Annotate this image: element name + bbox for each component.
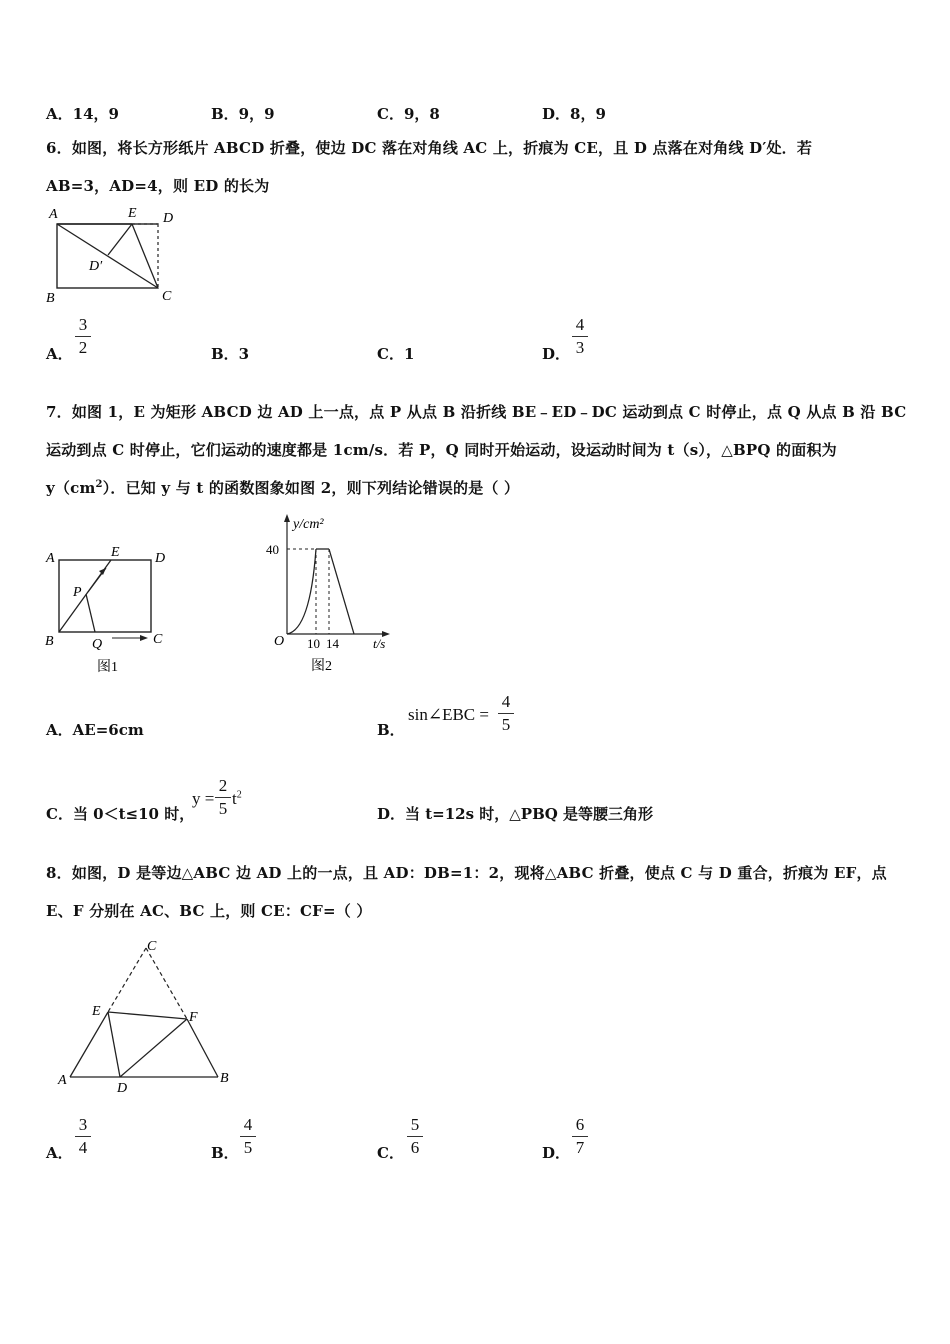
q8-label-c: C — [147, 939, 157, 954]
q6-label-c: C — [162, 289, 172, 304]
q7-option-d: D．当 t=12s 时，△PBQ 是等腰三角形 — [377, 805, 654, 823]
q7-option-c-sup: 2 — [236, 789, 242, 801]
q8-segment-fd — [120, 1019, 187, 1077]
q6-label-b: B — [46, 291, 55, 306]
q7-fig2-origin: O — [274, 634, 285, 649]
q8-option-b-num: 4 — [243, 1115, 253, 1134]
q8-option-c-fraction — [405, 1115, 425, 1158]
q6-label-d-prime: D′ — [89, 259, 103, 274]
q8-option-b-label: B． — [211, 1144, 239, 1162]
q7-fig1-label-c: C — [153, 632, 163, 647]
q5-option-d: D．8，9 — [542, 105, 606, 123]
q7-stem-line3 — [46, 477, 519, 498]
q5-option-a: A．14，9 — [46, 105, 119, 123]
q6-option-a-num: 3 — [78, 315, 88, 334]
q8-side-fb — [187, 1019, 218, 1077]
q7-option-b-fraction — [496, 692, 516, 735]
q8-segment-ed — [108, 1012, 120, 1077]
q6-label-a: A — [49, 207, 58, 222]
q8-dashed-cf — [146, 948, 187, 1019]
q7-fig2-tick-40: 40 — [266, 542, 279, 557]
q7-option-b-den: 5 — [501, 715, 511, 734]
q7-fig2-t-label: t/s — [373, 636, 386, 651]
q7-fig1-label-b: B — [45, 634, 54, 649]
q8-option-d-fraction — [570, 1115, 590, 1158]
q8-label-b: B — [220, 1071, 229, 1086]
q8-option-b-den: 5 — [243, 1138, 253, 1157]
q8-stem-line2: E、F 分别在 AC、BC 上，则 CE：CF=（ ） — [46, 902, 372, 920]
q7-fig1-label-a: A — [46, 551, 55, 566]
q8-option-c-den: 6 — [410, 1138, 420, 1157]
q6-option-d-fraction — [570, 315, 590, 358]
q8-label-e: E — [92, 1004, 101, 1019]
q7-fig2-caption: 图2 — [311, 659, 332, 674]
q7-option-c-var — [232, 789, 242, 809]
q7-fig1-label-e: E — [111, 545, 120, 560]
q8-label-d: D — [117, 1081, 128, 1096]
q6-stem-line2: AB=3，AD=4，则 ED 的长为 — [46, 177, 270, 195]
q7-option-b-num: 4 — [501, 692, 511, 711]
q8-option-a-den: 4 — [78, 1138, 88, 1157]
q7-option-c-num: 2 — [218, 776, 228, 795]
q7-option-b-label: B． — [377, 721, 405, 739]
q8-label-a: A — [58, 1073, 67, 1088]
q6-option-a-den: 2 — [78, 338, 88, 357]
q7-stem-line2: 运动到点 C 时停止，它们运动的速度都是 1cm/s．若 P，Q 同时开始运动，设运动时间为 t（s），△BPQ 的面积为 — [46, 441, 837, 459]
q6-label-e: E — [128, 206, 137, 221]
q6-option-a-label: A． — [46, 345, 73, 363]
q7-stem-line3-pre: y（cm — [46, 479, 96, 497]
q5-option-b: B．9，9 — [211, 105, 275, 123]
q8-option-a-num: 3 — [78, 1115, 88, 1134]
q7-option-c-t: t — [232, 789, 237, 808]
q7-option-b-expr: sin∠EBC = — [408, 705, 489, 724]
q6-label-d: D — [163, 211, 174, 226]
q6-option-b: B．3 — [211, 345, 250, 363]
q7-option-c-fraction — [213, 776, 233, 819]
q7-figure-1 — [40, 540, 180, 680]
q8-option-a-fraction — [73, 1115, 93, 1158]
q7-stem-line3-post: ）．已知 y 与 t 的函数图象如图 2，则下列结论错误的是（ ） — [102, 479, 520, 497]
q6-diagonal-ac — [57, 224, 158, 288]
q8-option-b-fraction — [238, 1115, 258, 1158]
q7-option-a: A．AE=6cm — [46, 721, 144, 739]
q6-option-d-label: D． — [542, 345, 571, 363]
q8-figure — [50, 932, 240, 1097]
q7-option-c-expr: y = — [192, 789, 215, 808]
q5-option-c: C．9，8 — [377, 105, 440, 123]
q8-option-c-num: 5 — [410, 1115, 420, 1134]
q7-fig1-label-p: P — [73, 585, 82, 600]
q7-fig1-label-d: D — [155, 551, 166, 566]
q7-option-c-text: C．当 0＜t≤10 时， — [46, 805, 195, 823]
q8-side-ae — [70, 1012, 108, 1077]
q6-option-d-den: 3 — [575, 338, 585, 357]
q7-fig1-label-q: Q — [92, 637, 103, 652]
q6-segment-ed-prime — [108, 224, 132, 255]
q6-option-c: C．1 — [377, 345, 415, 363]
q6-stem-line1: 6．如图，将长方形纸片 ABCD 折叠，使边 DC 落在对角线 AC 上，折痕为 CE，且 D 点落在对角线 D′处．若 — [46, 139, 813, 157]
q6-option-d-num: 4 — [575, 315, 585, 334]
q8-stem-line1: 8．如图，D 是等边△ABC 边 AD 上的一点，且 AD：DB=1：2，现将△ABC 折叠，使点 C 与 D 重合，折痕为 EF，点 — [46, 864, 887, 882]
q7-fig1-caption: 图1 — [97, 660, 118, 675]
q7-fig1-segment-pq — [86, 594, 95, 632]
q7-stem-line3-sup: 2 — [95, 479, 103, 490]
q6-fold-ce — [132, 224, 158, 288]
q6-figure — [40, 200, 190, 310]
q7-option-c-den: 5 — [218, 799, 228, 818]
q6-option-a-fraction — [73, 315, 93, 358]
q7-stem-line1: 7．如图 1，E 为矩形 ABCD 边 AD 上一点，点 P 从点 B 沿折线 BE﹣ED﹣DC 运动到点 C 时停止，点 Q 从点 B 沿 BC — [46, 403, 907, 421]
q8-dashed-ce — [108, 948, 146, 1012]
q8-label-f: F — [189, 1010, 198, 1025]
q8-option-a-label: A． — [46, 1144, 73, 1162]
q8-option-d-num: 6 — [575, 1115, 585, 1134]
q8-option-d-den: 7 — [575, 1138, 585, 1157]
q8-option-c-label: C． — [377, 1144, 404, 1162]
q8-option-d-label: D． — [542, 1144, 571, 1162]
q7-fig2-tick-10: 10 — [307, 636, 320, 651]
q7-fig2-curve — [287, 549, 316, 634]
q7-fig2-y-label: y/cm² — [293, 517, 324, 532]
q7-fig2-tick-14: 14 — [326, 636, 339, 651]
q7-fig2-descent — [329, 549, 354, 634]
q8-fold-ef — [108, 1012, 187, 1019]
q7-figure-2 — [262, 508, 402, 678]
